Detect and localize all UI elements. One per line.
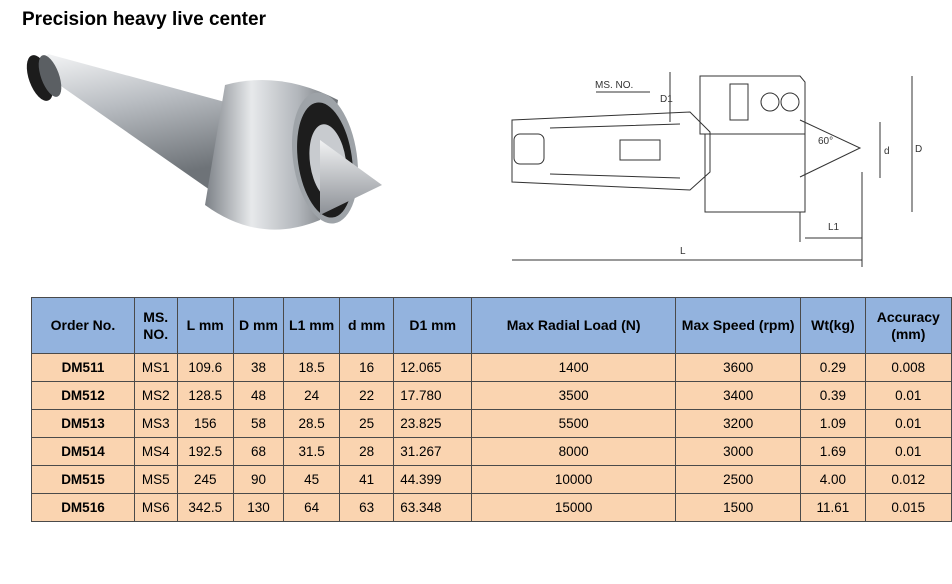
max-radial-load-cell: 8000 (472, 438, 676, 466)
table-row (32, 494, 952, 522)
l1-cell: 45 (284, 466, 340, 494)
table-row (32, 438, 952, 466)
order-no-cell: DM515 (32, 466, 135, 494)
weight-cell: 0.39 (801, 382, 865, 410)
l1-label: L1 (828, 222, 840, 233)
l-cell: 156 (177, 410, 233, 438)
ms-no-cell: MS6 (134, 494, 177, 522)
l1-cell: 64 (284, 494, 340, 522)
live-center-photo (20, 40, 390, 245)
max-radial-load-cell: 5500 (472, 410, 676, 438)
max-speed-cell: 3400 (676, 382, 801, 410)
l-cell: 245 (177, 466, 233, 494)
max-speed-cell: 2500 (676, 466, 801, 494)
col-header-weight: Wt(kg) (801, 298, 865, 354)
col-header-small-d: d mm (340, 298, 394, 354)
weight-cell: 1.69 (801, 438, 865, 466)
l1-cell: 24 (284, 382, 340, 410)
accuracy-cell: 0.01 (865, 382, 951, 410)
small-d-cell: 28 (340, 438, 394, 466)
table-row (32, 382, 952, 410)
order-no-cell: DM516 (32, 494, 135, 522)
l1-cell: 28.5 (284, 410, 340, 438)
small-d-cell: 41 (340, 466, 394, 494)
col-header-d: D mm (233, 298, 283, 354)
col-header-max-radial-load: Max Radial Load (N) (472, 298, 676, 354)
ms-no-cell: MS4 (134, 438, 177, 466)
max-speed-cell: 3000 (676, 438, 801, 466)
max-radial-load-cell: 15000 (472, 494, 676, 522)
big-d-label: D (915, 144, 923, 155)
ms-no-label: MS. NO. (595, 80, 634, 91)
weight-cell: 11.61 (801, 494, 865, 522)
page-title: Precision heavy live center (22, 9, 266, 30)
small-d-label: d (884, 146, 890, 157)
max-speed-cell: 3200 (676, 410, 801, 438)
small-d-cell: 16 (340, 354, 394, 382)
accuracy-cell: 0.015 (865, 494, 951, 522)
col-header-order-no: Order No. (32, 298, 135, 354)
max-radial-load-cell: 1400 (472, 354, 676, 382)
small-d-cell: 22 (340, 382, 394, 410)
ms-no-cell: MS3 (134, 410, 177, 438)
d-cell: 48 (233, 382, 283, 410)
ms-no-cell: MS2 (134, 382, 177, 410)
d-cell: 68 (233, 438, 283, 466)
weight-cell: 0.29 (801, 354, 865, 382)
l-cell: 342.5 (177, 494, 233, 522)
table-row (32, 466, 952, 494)
d-cell: 130 (233, 494, 283, 522)
col-header-accuracy: Accuracy (mm) (865, 298, 951, 354)
table-row (32, 410, 952, 438)
max-speed-cell: 3600 (676, 354, 801, 382)
max-speed-cell: 1500 (676, 494, 801, 522)
d1-cell: 63.348 (394, 494, 472, 522)
d1-cell: 12.065 (394, 354, 472, 382)
l-label: L (680, 246, 686, 257)
accuracy-cell: 0.012 (865, 466, 951, 494)
l-cell: 192.5 (177, 438, 233, 466)
order-no-cell: DM512 (32, 382, 135, 410)
max-radial-load-cell: 3500 (472, 382, 676, 410)
d1-cell: 44.399 (394, 466, 472, 494)
accuracy-cell: 0.008 (865, 354, 951, 382)
table-header-row (32, 298, 952, 354)
order-no-cell: DM513 (32, 410, 135, 438)
d-cell: 38 (233, 354, 283, 382)
l-cell: 128.5 (177, 382, 233, 410)
accuracy-cell: 0.01 (865, 410, 951, 438)
spec-table (31, 297, 952, 522)
d-cell: 58 (233, 410, 283, 438)
col-header-max-speed: Max Speed (rpm) (676, 298, 801, 354)
max-radial-load-cell: 10000 (472, 466, 676, 494)
col-header-ms-no: MS. NO. (134, 298, 177, 354)
l1-cell: 31.5 (284, 438, 340, 466)
angle-label: 60° (818, 136, 834, 147)
d1-label: D1 (660, 94, 673, 105)
order-no-cell: DM511 (32, 354, 135, 382)
weight-cell: 4.00 (801, 466, 865, 494)
accuracy-cell: 0.01 (865, 438, 951, 466)
col-header-l: L mm (177, 298, 233, 354)
ms-no-cell: MS1 (134, 354, 177, 382)
table-row (32, 354, 952, 382)
d-cell: 90 (233, 466, 283, 494)
small-d-cell: 63 (340, 494, 394, 522)
weight-cell: 1.09 (801, 410, 865, 438)
col-header-l1: L1 mm (284, 298, 340, 354)
technical-drawing (500, 62, 930, 267)
order-no-cell: DM514 (32, 438, 135, 466)
l1-cell: 18.5 (284, 354, 340, 382)
l-cell: 109.6 (177, 354, 233, 382)
col-header-d1: D1 mm (394, 298, 472, 354)
d1-cell: 31.267 (394, 438, 472, 466)
d1-cell: 23.825 (394, 410, 472, 438)
d1-cell: 17.780 (394, 382, 472, 410)
ms-no-cell: MS5 (134, 466, 177, 494)
small-d-cell: 25 (340, 410, 394, 438)
